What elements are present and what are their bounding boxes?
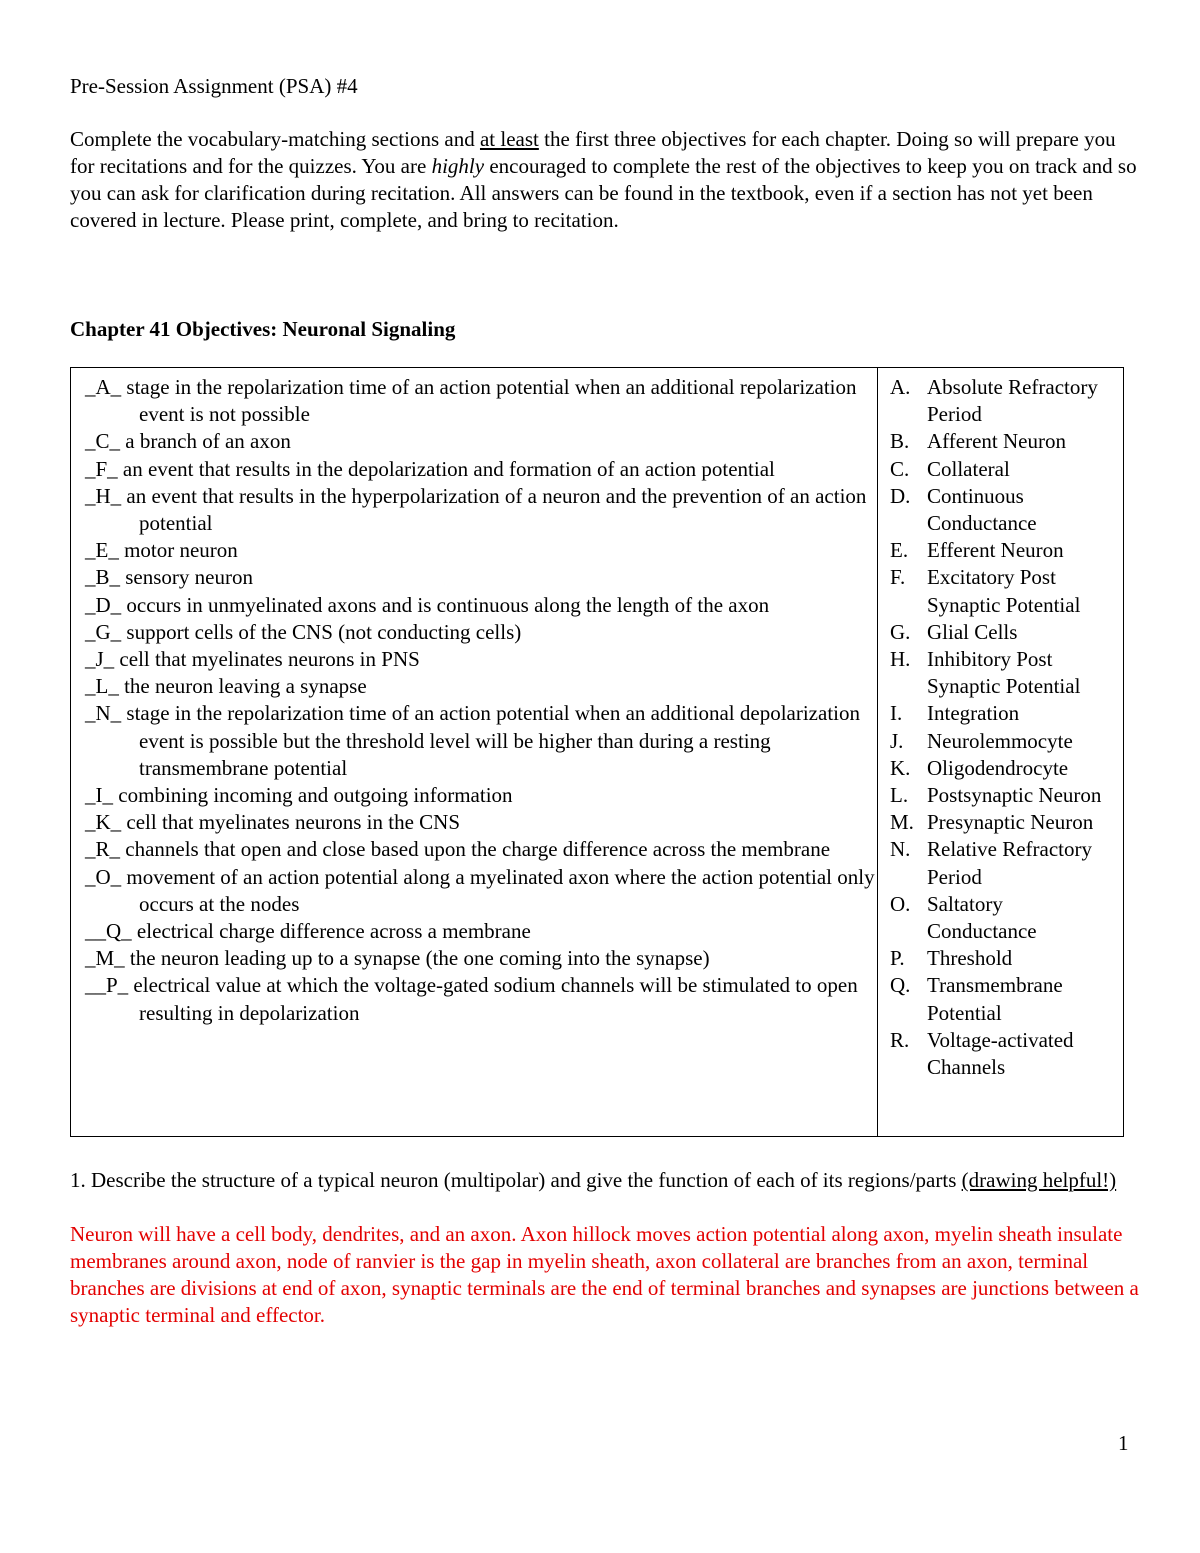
question-1-text: 1. Describe the structure of a typical neuron (multipolar) and give the function of each of its regions/parts — [70, 1168, 962, 1192]
definition-item: _D_ occurs in unmyelinated axons and is continuous along the length of the axon — [85, 592, 770, 617]
term-letter: N. — [890, 837, 911, 862]
term-name: Neurolemmocyte — [927, 728, 1073, 753]
term-name: Oligodendrocyte — [927, 755, 1069, 780]
term-letter: R. — [890, 1027, 910, 1052]
term-item — [890, 836, 1123, 890]
term-name: Glial Cells — [927, 619, 1018, 644]
page-number: 1 — [1118, 1431, 1129, 1455]
term-letter: P. — [890, 946, 905, 971]
instructions-part-1: Complete the vocabulary-matching sections and — [70, 127, 480, 151]
term-item — [890, 972, 1123, 1026]
term-name: Efferent Neuron — [927, 538, 1064, 563]
term-letter: J. — [890, 728, 904, 753]
term-item — [890, 564, 1123, 618]
term-item — [890, 755, 1123, 782]
term-item — [890, 619, 1123, 646]
term-item — [890, 456, 1123, 483]
term-item — [890, 537, 1123, 564]
term-name: Afferent Neuron — [927, 429, 1066, 454]
definition-item: _E_ motor neuron — [85, 538, 238, 563]
definition-item: __Q_ electrical charge difference across a membrane — [85, 919, 531, 944]
instructions-part-2: the first three objectives for each chapter. Doing so will prepare you for recitations and for the quizzes. You are — [70, 127, 1116, 178]
definition-item: _B_ sensory neuron — [85, 565, 253, 590]
instructions-part-3: encouraged to complete the rest of the objectives to keep you on track and so you can ask for clarification during recitation. All answers can be found in the textbook, even if a section has not yet been covered in lecture. Please print, complete, and bring to recitation. — [70, 154, 1137, 232]
definition-item: _L_ the neuron leaving a synapse — [85, 674, 367, 699]
term-name: Presynaptic Neuron — [927, 810, 1094, 835]
term-item — [890, 483, 1123, 537]
definition-item: _H_ an event that results in the hyperpolarization of a neuron and the prevention of an action potential — [85, 483, 867, 536]
term-item — [890, 945, 1123, 972]
term-name: Postsynaptic Neuron — [927, 783, 1102, 808]
term-letter: I. — [890, 701, 903, 726]
term-letter: L. — [890, 783, 909, 808]
term-letter: K. — [890, 755, 911, 780]
term-item — [890, 646, 1123, 700]
term-letter: B. — [890, 429, 910, 454]
term-item — [890, 428, 1123, 455]
definition-item: _I_ combining incoming and outgoing information — [85, 783, 513, 808]
definition-item: _R_ channels that open and close based upon the charge difference across the membrane — [85, 837, 831, 862]
term-item — [890, 891, 1123, 945]
definition-item: _J_ cell that myelinates neurons in PNS — [85, 647, 420, 672]
term-item — [890, 728, 1123, 755]
term-name: Collateral — [927, 456, 1010, 481]
term-name: Integration — [927, 701, 1020, 726]
definition-item: __P_ electrical value at which the voltage-gated sodium channels will be stimulated to open resulting in depolarization — [85, 973, 858, 1025]
term-name: Absolute Refractory Period — [927, 375, 1098, 427]
term-name: Excitatory Post Synaptic Potential — [927, 565, 1081, 617]
term-letter: Q. — [890, 973, 911, 998]
question-1 — [70, 1167, 1140, 1194]
term-name: Inhibitory Post Synaptic Potential — [927, 647, 1081, 699]
term-item — [890, 782, 1123, 809]
term-letter: O. — [890, 891, 911, 916]
instructions-paragraph — [70, 126, 1140, 234]
term-letter: A. — [890, 375, 911, 399]
definition-item: _N_ stage in the repolarization time of an action potential when an additional depolarization event is possible but the threshold level will be higher than during a resting transmembrane potential — [85, 701, 860, 780]
definition-item: _M_ the neuron leading up to a synapse (the one coming into the synapse) — [85, 946, 710, 971]
term-letter: G. — [890, 619, 911, 644]
term-name: Saltatory Conductance — [927, 891, 1037, 944]
term-letter: D. — [890, 483, 911, 508]
instructions-emphasis: highly — [431, 154, 485, 178]
term-name: Transmembrane Potential — [927, 973, 1063, 1025]
vocabulary-matching-table — [70, 367, 1124, 1137]
instructions-underlined: at least — [479, 127, 539, 151]
term-item — [890, 700, 1123, 727]
term-letter: H. — [890, 647, 911, 672]
term-name: Voltage-activated Channels — [927, 1027, 1074, 1080]
term-name: Continuous Conductance — [927, 483, 1037, 536]
definition-item: _F_ an event that results in the depolarization and formation of an action potential — [85, 456, 775, 481]
term-name: Threshold — [927, 946, 1013, 971]
terms-column — [878, 368, 1123, 1136]
term-item — [890, 1027, 1123, 1081]
term-letter: E. — [890, 538, 909, 563]
definitions-column — [71, 368, 878, 1136]
question-1-hint: (drawing helpful!) — [961, 1168, 1117, 1192]
chapter-heading: Chapter 41 Objectives: Neuronal Signaling — [70, 317, 456, 341]
term-letter: M. — [890, 810, 914, 835]
term-letter: F. — [890, 565, 906, 590]
document-title: Pre-Session Assignment (PSA) #4 — [70, 74, 358, 98]
answer-1: Neuron will have a cell body, dendrites, and an axon. Axon hillock moves action potential along axon, myelin sheath insulate membranes around axon, node of ranvier is the gap in myelin sheath, axon collateral are branches from an axon, terminal branches are divisions at end of axon, synaptic terminals are the end of terminal branches and synapses are junctions between a synaptic terminal and effector. — [70, 1222, 1139, 1327]
term-item — [890, 374, 1123, 428]
definition-item: _A_ stage in the repolarization time of an action potential when an additional repolarization event is not possible — [85, 375, 857, 427]
definition-item: _G_ support cells of the CNS (not conducting cells) — [85, 619, 522, 644]
term-item — [890, 809, 1123, 836]
term-name: Relative Refractory Period — [927, 837, 1093, 889]
definition-item: _K_ cell that myelinates neurons in the CNS — [85, 810, 461, 835]
definition-item: _O_ movement of an action potential along a myelinated axon where the action potential only occurs at the nodes — [85, 864, 875, 916]
definition-item: _C_ a branch of an axon — [85, 429, 291, 454]
term-letter: C. — [890, 456, 910, 481]
